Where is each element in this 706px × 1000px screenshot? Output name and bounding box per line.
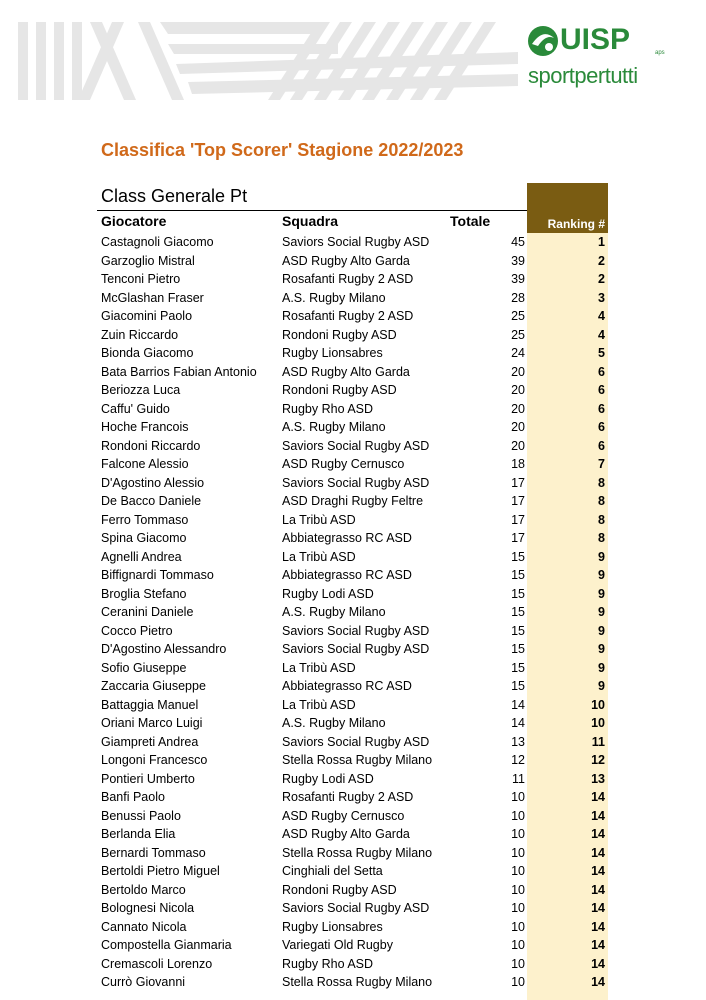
rank-cell: 2 [598,272,605,286]
rank-cell: 14 [591,790,605,804]
logo-suffix: aps [655,50,665,56]
table-row [0,733,706,752]
total-cell: 20 [511,420,525,434]
player-cell: Caffu' Guido [101,401,170,416]
total-column-header: Totale [450,213,491,229]
table-row [0,492,706,511]
player-cell: Sofio Giuseppe [101,660,187,675]
team-cell: Rugby Lionsabres [282,346,383,360]
total-cell: 20 [511,383,525,397]
team-cell: Rugby Lodi ASD [282,586,374,601]
rank-cell: 6 [598,364,605,379]
table-row [0,751,706,770]
team-column-header: Squadra [282,213,339,229]
team-cell: La Tribù ASD [282,660,356,675]
player-cell: Biffignardi Tommaso [101,568,214,582]
table-row [0,603,706,622]
player-cell: Bolognesi Nicola [101,901,195,915]
team-cell: Saviors Social Rugby ASD [282,734,430,749]
table-row [0,825,706,844]
total-cell: 14 [511,697,525,712]
team-cell: Saviors Social Rugby ASD [282,623,430,638]
table-row [0,640,706,659]
team-cell: Stella Rossa Rugby Milano [282,845,433,860]
team-cell: Abbiategrasso RC ASD [282,568,412,582]
table-row [0,511,706,530]
total-cell: 39 [511,272,525,286]
player-cell: Battaggia Manuel [101,697,199,712]
player-cell: Bionda Giacomo [101,346,194,360]
team-cell: Rugby Rho ASD [282,401,374,416]
total-cell: 12 [511,753,525,767]
table-row [0,918,706,937]
player-cell: Giacomini Paolo [101,309,193,323]
table-row [0,418,706,437]
rank-cell: 14 [591,882,605,897]
table-row [0,326,706,345]
team-cell: Rondoni Rugby ASD [282,882,397,897]
team-cell: Abbiategrasso RC ASD [282,679,412,693]
rank-cell: 14 [591,845,605,860]
player-cell: Zaccaria Giuseppe [101,679,206,693]
team-cell: Saviors Social Rugby ASD [282,901,430,915]
player-column-header: Giocatore [101,213,167,229]
team-cell: ASD Rugby Cernusco [282,457,405,471]
table-row [0,881,706,900]
table-row [0,973,706,992]
total-cell: 10 [511,975,525,989]
total-cell: 10 [511,845,525,860]
table-row [0,659,706,678]
table-row [0,807,706,826]
rank-cell: 8 [598,475,605,490]
total-cell: 25 [511,309,525,323]
ranking-column-header: Ranking # [547,217,605,231]
player-cell: Castagnoli Giacomo [101,235,214,249]
rank-cell: 9 [598,586,605,601]
total-cell: 39 [511,253,525,268]
total-cell: 28 [511,290,525,305]
rank-cell: 13 [591,771,605,786]
table-row [0,289,706,308]
rank-cell: 3 [598,290,605,305]
table-row [0,344,706,363]
table-row [0,381,706,400]
rank-cell: 5 [598,346,605,360]
table-row [0,955,706,974]
table-row [0,363,706,382]
logo-brand: UISP [560,23,631,56]
table-row [0,622,706,641]
team-cell: Saviors Social Rugby ASD [282,235,430,249]
rank-cell: 12 [591,753,605,767]
player-cell: Bertoldo Marco [101,882,186,897]
player-cell: D'Agostino Alessio [101,475,205,490]
player-cell: Benussi Paolo [101,808,181,823]
header-divider [97,210,527,211]
player-cell: Garzoglio Mistral [101,253,195,268]
table-row [0,585,706,604]
player-cell: De Bacco Daniele [101,494,202,508]
player-cell: Berlanda Elia [101,827,176,841]
total-cell: 15 [511,586,525,601]
table-row [0,566,706,585]
team-cell: Cinghiali del Setta [282,864,383,878]
total-cell: 45 [511,235,525,249]
rank-cell: 9 [598,660,605,675]
team-cell: Stella Rossa Rugby Milano [282,975,433,989]
total-cell: 10 [511,790,525,804]
player-cell: Cremascoli Lorenzo [101,956,213,971]
player-cell: Ceranini Daniele [101,605,194,619]
total-cell: 25 [511,327,525,342]
rank-cell: 2 [598,253,605,268]
logo-tagline: sportpertutti [528,63,638,88]
team-cell: Saviors Social Rugby ASD [282,642,430,656]
team-cell: Rondoni Rugby ASD [282,327,397,342]
rank-cell: 8 [598,531,605,545]
total-cell: 17 [511,494,525,508]
rank-cell: 10 [591,716,605,730]
team-cell: A.S. Rugby Milano [282,420,386,434]
player-cell: Tenconi Pietro [101,272,181,286]
player-cell: Hoche Francois [101,420,189,434]
table-row [0,474,706,493]
team-cell: Saviors Social Rugby ASD [282,475,430,490]
player-cell: Pontieri Umberto [101,771,195,786]
team-cell: Rugby Rho ASD [282,956,374,971]
table-row [0,714,706,733]
table-row [0,455,706,474]
team-cell: Rosafanti Rugby 2 ASD [282,272,414,286]
rank-cell: 4 [598,327,605,342]
total-cell: 20 [511,364,525,379]
total-cell: 10 [511,938,525,952]
team-cell: ASD Rugby Alto Garda [282,364,410,379]
player-cell: McGlashan Fraser [101,290,204,305]
player-cell: D'Agostino Alessandro [101,642,227,656]
player-cell: Bernardi Tommaso [101,845,206,860]
section-title: Class Generale Pt [101,186,248,206]
player-cell: Ferro Tommaso [101,512,189,527]
rank-cell: 14 [591,938,605,952]
uisp-emblem-icon [526,24,560,58]
table-header [0,213,706,233]
rank-cell: 9 [598,623,605,638]
player-cell: Beriozza Luca [101,383,181,397]
total-cell: 10 [511,827,525,841]
total-cell: 20 [511,401,525,416]
team-cell: Rosafanti Rugby 2 ASD [282,790,414,804]
table-row [0,677,706,696]
total-cell: 11 [512,771,525,786]
total-cell: 17 [511,475,525,490]
rank-cell: 8 [598,512,605,527]
total-cell: 10 [511,956,525,971]
team-cell: Saviors Social Rugby ASD [282,438,430,453]
player-cell: Zuin Riccardo [101,327,179,342]
team-cell: Rugby Lionsabres [282,919,383,934]
team-cell: ASD Draghi Rugby Feltre [282,494,424,508]
player-cell: Giampreti Andrea [101,734,199,749]
uisp-logo [526,22,676,102]
player-cell: Falcone Alessio [101,457,189,471]
rank-cell: 14 [591,919,605,934]
total-cell: 20 [511,438,525,453]
total-cell: 15 [511,568,525,582]
player-cell: Banfi Paolo [101,790,165,804]
rank-cell: 10 [591,697,605,712]
table-row [0,437,706,456]
team-cell: La Tribù ASD [282,697,356,712]
total-cell: 10 [511,882,525,897]
team-cell: Variegati Old Rugby [282,938,393,952]
rank-cell: 6 [598,401,605,416]
player-cell: Agnelli Andrea [101,549,182,564]
total-cell: 10 [511,808,525,823]
total-cell: 15 [511,623,525,638]
total-cell: 13 [511,734,525,749]
team-cell: La Tribù ASD [282,512,356,527]
team-cell: Abbiategrasso RC ASD [282,531,412,545]
rank-cell: 9 [598,642,605,656]
rank-cell: 8 [598,494,605,508]
table-row [0,788,706,807]
table-row [0,899,706,918]
table-row [0,307,706,326]
rank-cell: 9 [598,605,605,619]
team-cell: ASD Rugby Alto Garda [282,827,410,841]
total-cell: 15 [511,679,525,693]
rank-cell: 6 [598,383,605,397]
rank-cell: 9 [598,549,605,564]
table-row [0,270,706,289]
total-cell: 10 [511,919,525,934]
team-cell: La Tribù ASD [282,549,356,564]
total-cell: 17 [511,512,525,527]
rank-cell: 14 [591,827,605,841]
rank-cell: 14 [591,864,605,878]
total-cell: 10 [511,864,525,878]
table-row [0,252,706,271]
table-row [0,696,706,715]
rank-cell: 14 [591,956,605,971]
table-row [0,548,706,567]
table-row [0,862,706,881]
player-cell: Rondoni Riccardo [101,438,201,453]
player-cell: Spina Giacomo [101,531,187,545]
team-cell: Stella Rossa Rugby Milano [282,753,433,767]
rank-cell: 14 [591,901,605,915]
total-cell: 17 [511,531,525,545]
total-cell: 15 [511,642,525,656]
rank-cell: 9 [598,679,605,693]
total-cell: 15 [511,660,525,675]
total-cell: 15 [511,549,525,564]
rank-cell: 6 [598,420,605,434]
team-cell: Rosafanti Rugby 2 ASD [282,309,414,323]
scorer-table [0,233,706,992]
team-cell: Rondoni Rugby ASD [282,383,397,397]
rank-cell: 7 [598,457,605,471]
total-cell: 24 [511,346,525,360]
total-cell: 15 [511,605,525,619]
table-row [0,529,706,548]
total-cell: 18 [511,457,525,471]
player-cell: Cannato Nicola [101,919,187,934]
table-row [0,233,706,252]
page-title: Classifica 'Top Scorer' Stagione 2022/2023 [101,140,464,160]
rank-cell: 14 [591,808,605,823]
team-cell: A.S. Rugby Milano [282,290,386,305]
team-cell: Rugby Lodi ASD [282,771,374,786]
rank-cell: 4 [598,309,605,323]
rank-cell: 6 [598,438,605,453]
player-cell: Compostella Gianmaria [101,938,232,952]
team-cell: ASD Rugby Cernusco [282,808,405,823]
rank-cell: 1 [598,235,605,249]
rank-cell: 9 [598,568,605,582]
player-cell: Broglia Stefano [101,586,187,601]
table-row [0,770,706,789]
player-cell: Currò Giovanni [101,975,186,989]
header-stripe-graphic [18,22,518,100]
player-cell: Longoni Francesco [101,753,208,767]
player-cell: Bertoldi Pietro Miguel [101,864,220,878]
rank-cell: 14 [591,975,605,989]
team-cell: ASD Rugby Alto Garda [282,253,410,268]
total-cell: 10 [511,901,525,915]
team-cell: A.S. Rugby Milano [282,716,386,730]
team-cell: A.S. Rugby Milano [282,605,386,619]
table-row [0,400,706,419]
rank-cell: 11 [591,734,605,749]
player-cell: Oriani Marco Luigi [101,716,203,730]
total-cell: 14 [511,716,525,730]
table-row [0,936,706,955]
player-cell: Bata Barrios Fabian Antonio [101,364,257,379]
player-cell: Cocco Pietro [101,623,173,638]
table-row [0,844,706,863]
